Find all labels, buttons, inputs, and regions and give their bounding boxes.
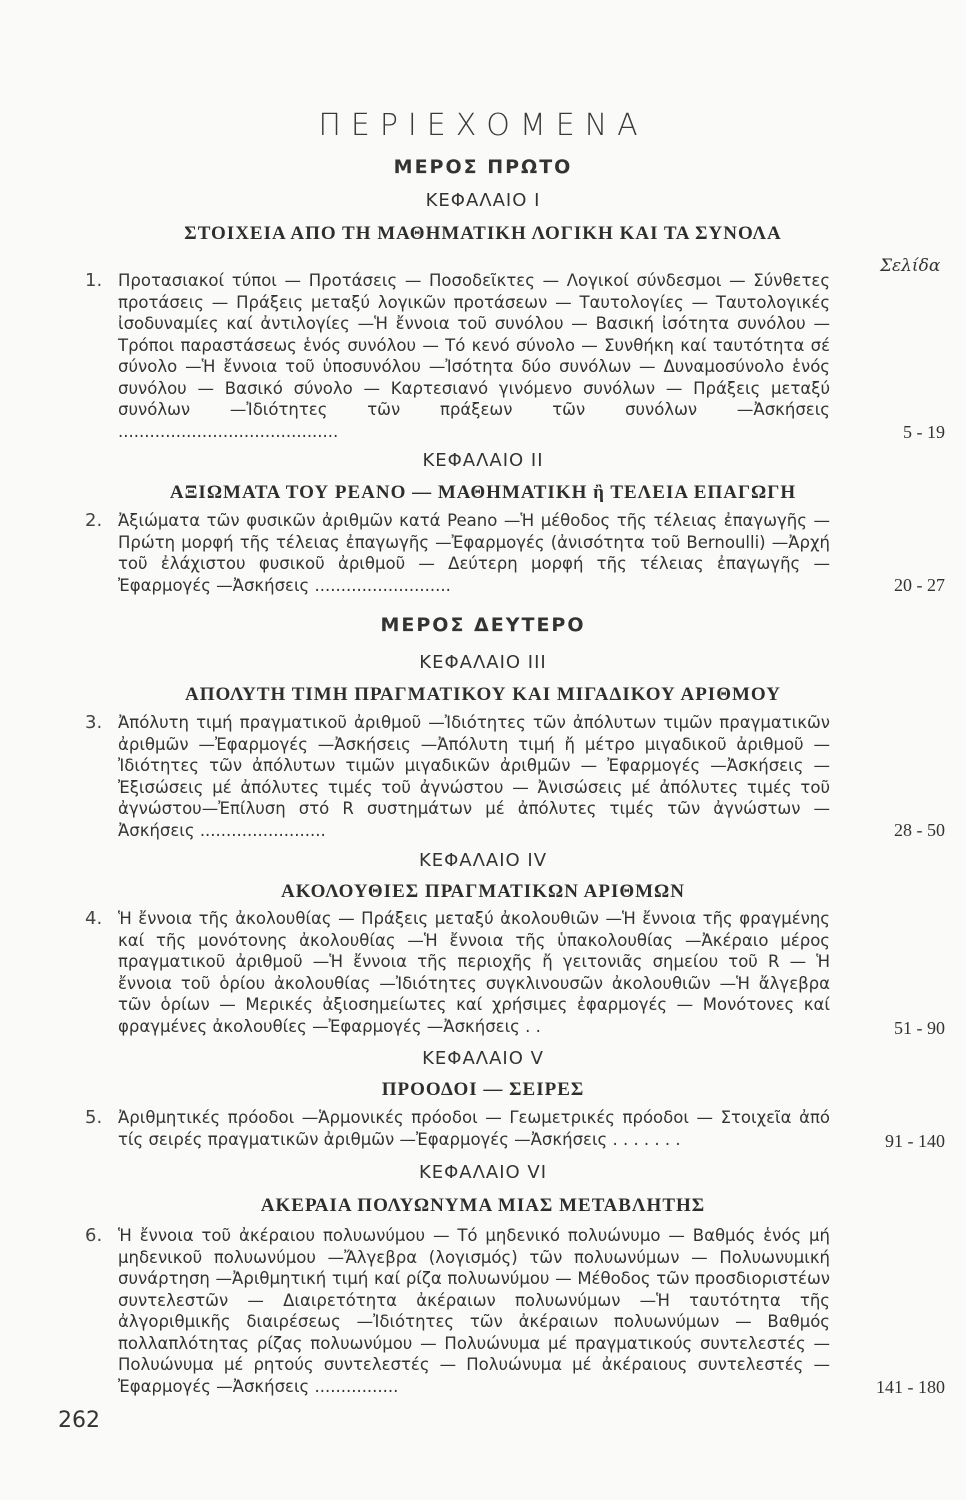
entry-pages: 51 - 90 <box>894 1018 945 1038</box>
chapter-label-4: ΚΕΦΑΛΑΙΟ ΙV <box>418 850 548 871</box>
chapter-label-6: ΚΕΦΑΛΑΙΟ VΙ <box>418 1162 548 1183</box>
entry-pages: 5 - 19 <box>903 422 945 442</box>
chapter-title-1: ΣΤΟΙΧΕΙΑ ΑΠΟ ΤΗ ΜΑΘΗΜΑΤΙΚΗ ΛΟΓΙΚΗ ΚΑΙ ΤΑ ΣΥΝΟΛΑ <box>184 223 782 244</box>
entry-text: Ἀριθμητικές πρόοδοι —Ἁρμονικές πρόοδοι — Γεωμετρικές πρόοδοι — Στοιχεῖα ἀπό τίς σειρές πραγματικῶν ἀριθμῶν —Ἐφαρμογές —Ἀσκήσεις . . . . . . . <box>118 1108 830 1149</box>
entry-number: 2. <box>85 510 103 531</box>
chapter-label-5: ΚΕΦΑΛΑΙΟ V <box>422 1048 544 1069</box>
entry-pages: 91 - 140 <box>885 1131 945 1151</box>
toc-entry-4[interactable] <box>85 908 945 1043</box>
chapter-title-4: ΑΚΟΛΟΥΘΙΕΣ ΠΡΑΓΜΑΤΙΚΩΝ ΑΡΙΘΜΩΝ <box>281 881 685 902</box>
entry-number: 4. <box>85 908 103 929</box>
entry-number: 6. <box>85 1225 103 1246</box>
entry-number: 3. <box>85 712 103 733</box>
chapter-title-3: ΑΠΟΛΥΤΗ ΤΙΜΗ ΠΡΑΓΜΑΤΙΚΟΥ ΚΑΙ ΜΙΓΑΔΙΚΟΥ ΑΡΙΘΜΟΥ <box>185 684 781 705</box>
part-heading-2: ΜΕΡΟΣ ΔΕΥΤΕΡΟ <box>380 614 586 636</box>
chapter-title-2: ΑΞΙΩΜΑΤΑ ΤΟΥ PEANO — ΜΑΘΗΜΑΤΙΚΗ ἢ ΤΕΛΕΙΑ ΕΠΑΓΩΓΗ <box>169 482 797 503</box>
page-title: ΠΕΡΙΕΧΟΜΕΝΑ <box>318 108 648 143</box>
entry-text: Ἡ ἔννοια τῆς ἀκολουθίας — Πράξεις μεταξύ ἀκολουθιῶν —Ἡ ἔννοια τῆς φραγμένης καί τῆς μονότονης ἀκολουθίας —Ἡ ἔννοια τῆς ὑπακολουθίας —Ἀκέραιο μέρος πραγματικοῦ ἀριθμοῦ —Ἡ ἔννοια τῆς περιοχῆς ἤ γειτονιᾶς σημείου τοῦ R — Ἡ ἔννοια τοῦ ὁρίου ἀκολουθίας —Ἰδιότητες συγκλινουσῶν ἀκολουθιῶν —Ἡ ἄλγεβρα τῶν ὁρίων — Μερικές ἀξιοσημείωτες καί χρήσιμες ἐφαρμογές — Μονότονες καί φραγμένες ἀκολουθίες —Ἐφαρμογές —Ἀσκήσεις . . <box>118 909 830 1036</box>
entry-pages: 28 - 50 <box>894 820 945 840</box>
toc-entry-5[interactable] <box>85 1107 945 1157</box>
toc-entry-6[interactable] <box>85 1225 945 1400</box>
chapter-title-6: ΑΚΕΡΑΙΑ ΠΟΛΥΩΝΥΜΑ ΜΙΑΣ ΜΕΤΑΒΛΗΤΗΣ <box>260 1195 706 1216</box>
toc-entry-2[interactable] <box>85 510 945 600</box>
entry-number: 5. <box>85 1107 103 1128</box>
entry-text: Ἀξιώματα τῶν φυσικῶν ἀριθμῶν κατά Peano —Ἡ μέθοδος τῆς τέλειας ἐπαγωγῆς — Πρώτη μορφή τῆς τέλειας ἐπαγωγῆς —Ἐφαρμογές (ἀνισότητα τοῦ Bernoulli) —Ἀρχή τοῦ ἐλάχιστου φυσικοῦ ἀριθμοῦ — Δεύτερη μορφή τῆς τέλειας ἐπαγωγῆς —Ἐφαρμογές —Ἀσκήσεις .......................... <box>118 511 830 595</box>
entry-pages: 20 - 27 <box>894 575 945 595</box>
chapter-label-2: ΚΕΦΑΛΑΙΟ ΙΙ <box>422 450 544 471</box>
page-column-label: Σελίδα <box>880 256 941 276</box>
entry-pages: 141 - 180 <box>876 1377 945 1397</box>
toc-entry-3[interactable] <box>85 712 945 847</box>
chapter-title-5: ΠΡΟΟΔΟΙ — ΣΕΙΡΕΣ <box>381 1079 585 1100</box>
page-number: 262 <box>58 1408 100 1433</box>
entry-number: 1. <box>85 270 103 291</box>
part-heading-1: ΜΕΡΟΣ ΠΡΩΤΟ <box>393 156 573 178</box>
chapter-label-1: ΚΕΦΑΛΑΙΟ Ι <box>425 190 541 211</box>
entry-text: Ἀπόλυτη τιμή πραγματικοῦ ἀριθμοῦ —Ἰδιότητες τῶν ἀπόλυτων τιμῶν πραγματικῶν ἀριθμῶν —Ἐφαρμογές —Ἀσκήσεις —Ἀπόλυτη τιμή ἤ μέτρο μιγαδικοῦ ἀριθμοῦ —Ἰδιότητες τῶν ἀπόλυτων τιμῶν μιγαδικῶν ἀριθμῶν — Ἐφαρμογές —Ἀσκήσεις —Ἐξισώσεις μέ ἀπόλυτες τιμές τοῦ ἀγνώστου — Ἀνισώσεις μέ ἀπόλυτες τιμές τοῦ ἀγνώστου—Ἐπίλυση στό R συστημάτων μέ ἀπόλυτες τιμές τῶν ἀγνώστων —Ἀσκήσεις ........................ <box>118 713 830 840</box>
entry-text: Προτασιακοί τύποι — Προτάσεις — Ποσοδεῖκτες — Λογικοί σύνδεσμοι — Σύνθετες προτάσεις — Πράξεις μεταξύ λογικῶν προτάσεων — Ταυτολογίες — Ταυτολογικές ἰσοδυναμίες καί ἀντιλογίες —Ἡ ἔννοια τοῦ συνόλου — Βασική ἰσότητα συνόλου — Τρόποι παραστάσεως ἑνός συνόλου — Τό κενό σύνολο — Συνθήκη καί ταυτότητα σέ σύνολο —Ἡ ἔννοια τοῦ ὑποσυνόλου —Ἰσότητα δύο συνόλων — Δυναμοσύνολο ἑνός συνόλου — Βασικό σύνολο — Καρτεσιανό γινόμενο συνόλων — Πράξεις μεταξύ συνόλων —Ἰδιότητες τῶν πράξεων τῶν συνόλων —Ἀσκήσεις .......................................... <box>118 271 830 441</box>
chapter-label-3: ΚΕΦΑΛΑΙΟ ΙΙΙ <box>419 652 547 673</box>
entry-text: Ἡ ἔννοια τοῦ ἀκέραιου πολυωνύμου — Τό μηδενικό πολυώνυμο — Βαθμός ἑνός μή μηδενικοῦ πολυωνύμου —Ἄλγεβρα (λογισμός) τῶν πολυωνύμων — Πολυωνυμική συνάρτηση —Ἀριθμητική τιμή καί ρίζα πολυωνύμου — Μέθοδος τῶν προσδιοριστέων συντελεστῶν — Διαιρετότητα ἀκέραιων πολυωνύμων —Ἡ ταυτότητα τῆς ἀλγοριθμικῆς διαιρέσεως —Ἰδιότητες τῶν ἀκέραιων πολυωνύμων — Βαθμός πολλαπλότητας ρίζας πολυωνύμου — Πολυώνυμα μέ πραγματικούς συντελεστές — Πολυώνυμα μέ ρητούς συντελεστές — Πολυώνυμα μέ ἀκέραιους συντελεστές —Ἐφαρμογές —Ἀσκήσεις ................ <box>118 1226 830 1396</box>
toc-entry-1[interactable] <box>85 270 945 445</box>
